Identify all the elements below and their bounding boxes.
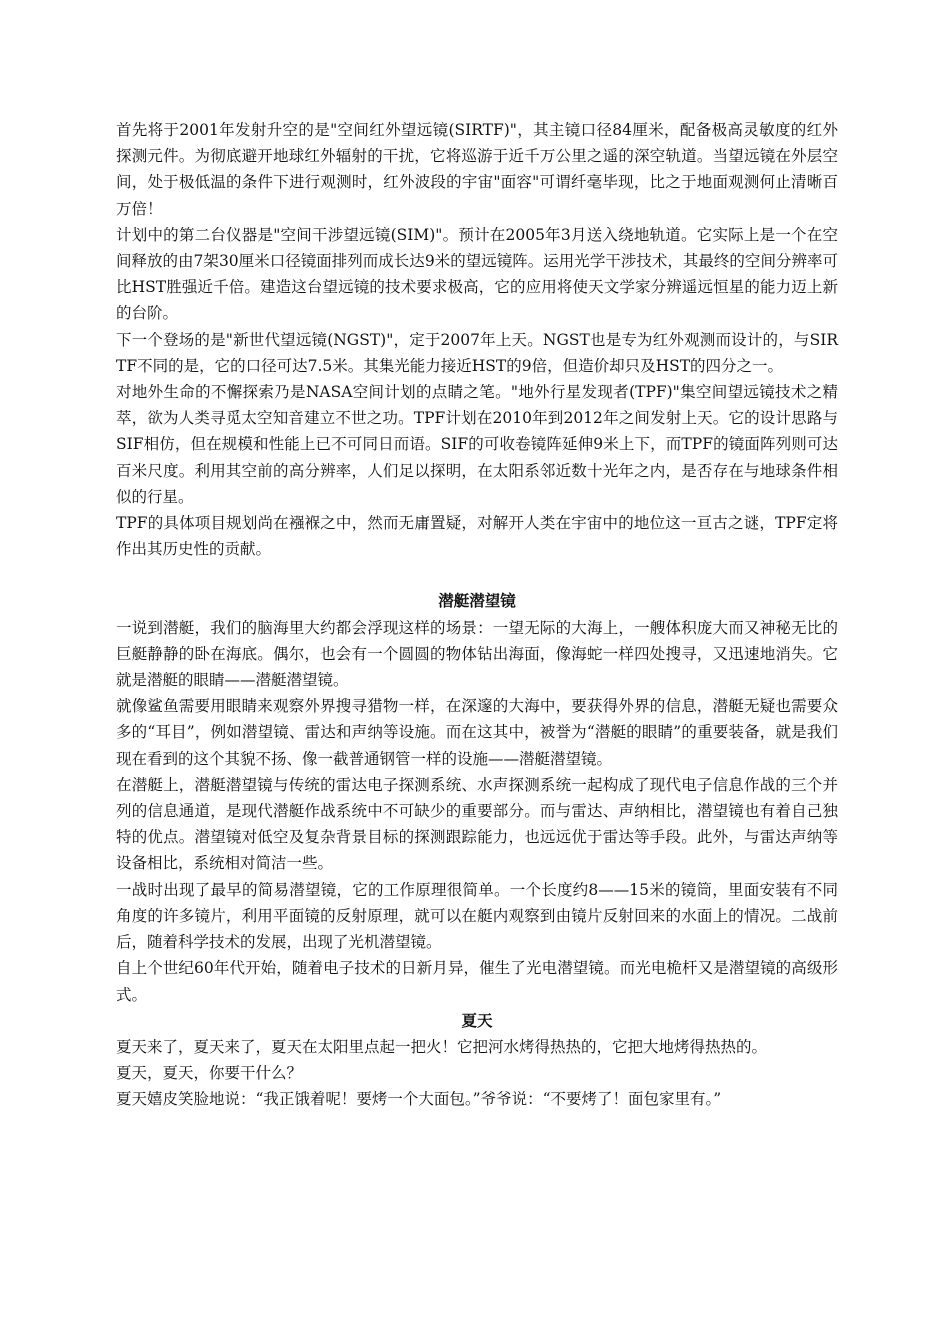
paragraph-periscope-intro: 一说到潜艇，我们的脑海里大约都会浮现这样的场景：一望无际的大海上，一艘体积庞大而又神秘无比的巨艇静静的卧在海底。偶尔，也会有一个圆圆的物体钻出海面，像海蛇一样四处搜寻，又迅速地消失。它就是潜艇的眼睛——潜艇潜望镜。 (116, 618, 838, 690)
paragraph-tpf: 对地外生命的不懈探索乃是NASA空间计划的点睛之笔。"地外行星发现者(TPF)"集空间望远镜技术之精萃，欲为人类寻觅太空知音建立不世之功。TPF计划在2010年到2012年之间发射上天。它的设计思路与SIF相仿，但在规模和性能上已不可同日而语。SIF的可收卷镜阵延伸9米上下，而TPF的镜面阵列则可达百米尺度。利用其空前的高分辨率，人们足以探明，在太阳系邻近数十光年之内，是否存在与地球条件相似的行星。 (116, 383, 838, 506)
paragraph-periscope-modern: 自上个世纪60年代开始，随着电子技术的日新月异，催生了光电潜望镜。而光电桅杆又是潜望镜的高级形式。 (116, 959, 838, 1004)
paragraph-summer-2: 夏天，夏天，你要干什么？ (116, 1064, 303, 1083)
paragraph-periscope-systems: 在潜艇上，潜艇潜望镜与传统的雷达电子探测系统、水声探测系统一起构成了现代电子信息作战的三个并列的信息通道，是现代潜艇作战系统中不可缺少的重要部分。而与雷达、声纳相比，潜望镜也有着自己独特的优点。潜望镜对低空及复杂背景目标的探测跟踪能力，也远远优于雷达等手段。此外，与雷达声纳等设备相比，系统相对简洁一些。 (116, 775, 838, 873)
section-title-periscope: 潜艇潜望镜 (438, 591, 516, 611)
section-title-summer: 夏天 (461, 1010, 493, 1030)
section-spacer (116, 562, 838, 588)
paragraph-ngst: 下一个登场的是"新世代望远镜(NGST)"，定于2007年上天。NGST也是专为红外观测而设计的，与SIRTF不同的是，它的口径可达7.5米。其集光能力接近HST的9倍，但造价却只及HST的四分之一。 (116, 330, 838, 375)
paragraph-periscope-eyes: 就像鲨鱼需要用眼睛来观察外界搜寻猎物一样，在深邃的大海中，要获得外界的信息，潜艇无疑也需要众多的“耳目”，例如潜望镜、雷达和声纳等设施。而在这其中，被誉为“潜艇的眼睛”的重要装备，就是我们现在看到的这个其貌不扬、像一截普通钢管一样的设施——潜艇潜望镜。 (116, 697, 838, 768)
paragraph-periscope-history: 一战时出现了最早的简易潜望镜，它的工作原理很简单。一个长度约8——15米的镜筒，里面安装有不同角度的许多镜片，利用平面镜的反射原理，就可以在艇内观察到由镜片反射回来的水面上的情况。二战前后，随着科学技术的发展，出现了光机潜望镜。 (116, 880, 838, 952)
paragraph-sirtf: 首先将于2001年发射升空的是"空间红外望远镜(SIRTF)"，其主镜口径84厘米，配备极高灵敏度的红外探测元件。为彻底避开地球红外辐射的干扰，它将巡游于近千万公里之遥的深空轨道。当望远镜在外层空间，处于极低温的条件下进行观测时，红外波段的宇宙"面容"可谓纤毫毕现，比之于地面观测何止清晰百万倍！ (116, 121, 838, 218)
paragraph-summer-3: 夏天嬉皮笑脸地说：“我正饿着呢！要烤一个大面包。”爷爷说：“不要烤了！面包家里有。” (116, 1090, 722, 1109)
document-page (116, 117, 838, 1113)
paragraph-tpf-future: TPF的具体项目规划尚在襁褓之中，然而无庸置疑，对解开人类在宇宙中的地位这一亘古之谜，TPF定将作出其历史性的贡献。 (116, 514, 838, 559)
paragraph-sim: 计划中的第二台仪器是"空间干涉望远镜(SIM)"。预计在2005年3月送入绕地轨道。它实际上是一个在空间释放的由7架30厘米口径镜面排列而成长达9米的望远镜阵。运用光学干涉技术，其最终的空间分辨率可比HST胜强近千倍。建造这台望远镜的技术要求极高，它的应用将使天文学家分辨遥远恒星的能力迈上新的台阶。 (116, 225, 838, 323)
paragraph-summer-1: 夏天来了，夏天来了，夏天在太阳里点起一把火！它把河水烤得热热的，它把大地烤得热热的。 (116, 1037, 768, 1056)
